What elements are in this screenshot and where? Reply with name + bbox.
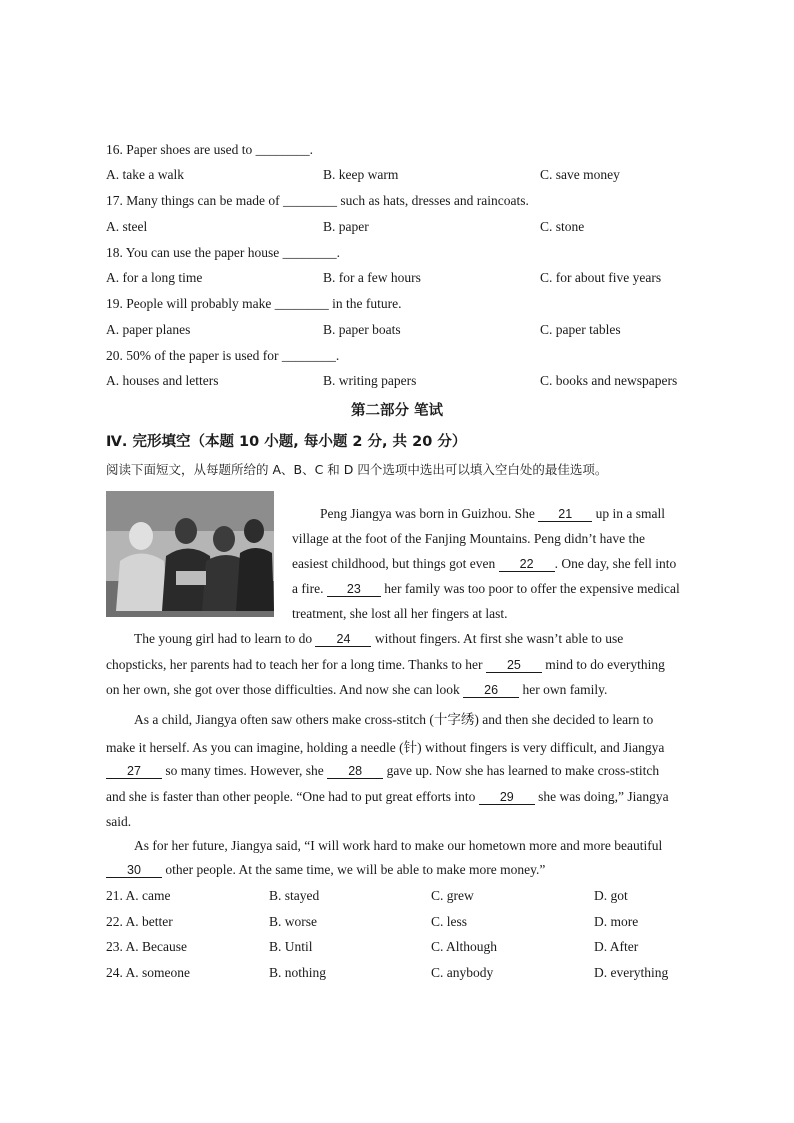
p1-line-2: village at the foot of the Fanjing Mountains. Peng didn’t have the: [292, 531, 645, 546]
blank-22[interactable]: 22: [499, 557, 555, 572]
p1-line-4: [292, 581, 680, 597]
p3-line-4-text-a: and she is faster than other people. “One had to put great efforts into: [106, 789, 479, 804]
q20-option-b: B. writing papers: [323, 373, 417, 388]
p2-line-3-text-a: on her own, she got over those difficulties. And now she can look: [106, 682, 464, 697]
p2-line-1-text-a: The young girl had to learn to do: [134, 631, 316, 646]
q16-option-b: B. keep warm: [323, 167, 399, 182]
blank-27[interactable]: 27: [106, 764, 162, 779]
q22-option-d: D. more: [594, 914, 639, 929]
q21-option-b: B. stayed: [269, 888, 320, 903]
p3-line-1: As a child, Jiangya often saw others make cross-stitch (十字绣) and then she decided to learn to: [134, 712, 654, 727]
question-18-stem: 18. You can use the paper house ________.: [106, 245, 340, 260]
q24-option-a: 24. A. someone: [106, 965, 190, 980]
q22-option-a: 22. A. better: [106, 914, 173, 929]
p3-line-3: [106, 763, 659, 779]
blank-25[interactable]: 25: [486, 658, 542, 673]
q24-option-b: B. nothing: [269, 965, 327, 980]
q23-option-a: 23. A. Because: [106, 939, 187, 954]
p2-line-2: [106, 657, 665, 673]
q17-option-b: B. paper: [323, 219, 369, 234]
p1-line-3: [292, 556, 676, 572]
p2-line-2-text-b: mind to do everything: [541, 657, 665, 672]
p3-line-2: make it herself. As you can imagine, holding a needle (针) without fingers is very difficult, and Jiangya: [106, 740, 665, 755]
p1-line-1-text-b: up in a small: [592, 506, 665, 521]
instruction: 阅读下面短文，从每题所给的 A、B、C 和 D 四个选项中选出可以填入空白处的最佳选项。: [106, 462, 608, 477]
q23-option-d: D. After: [594, 939, 639, 954]
q16-option-a: A. take a walk: [106, 167, 184, 182]
q19-option-c: C. paper tables: [540, 322, 621, 337]
q24-option-c: C. anybody: [431, 965, 494, 980]
p3-line-4: [106, 789, 669, 805]
q22-option-c: C. less: [431, 914, 468, 929]
q17-option-c: C. stone: [540, 219, 585, 234]
question-16-stem: 16. Paper shoes are used to ________.: [106, 142, 313, 157]
p3-line-3-text-a: so many times. However, she: [162, 763, 328, 778]
p3-line-4-text-b: she was doing,” Jiangya: [534, 789, 669, 804]
q21-option-d: D. got: [594, 888, 628, 903]
q24-option-d: D. everything: [594, 965, 669, 980]
p2-line-1-text-b: without fingers. At first she wasn’t able to use: [371, 631, 624, 646]
q21-option-a: 21. A. came: [106, 888, 171, 903]
photo-illustration: [106, 491, 274, 617]
p4-line-2: [106, 862, 545, 878]
blank-26[interactable]: 26: [463, 683, 519, 698]
q23-option-b: B. Until: [269, 939, 313, 954]
blank-29[interactable]: 29: [479, 790, 535, 805]
p1-line-3-text-a: easiest childhood, but things got even: [292, 556, 499, 571]
section-title: Ⅳ. 完形填空（本题 10 小题, 每小题 2 分, 共 20 分）: [106, 434, 467, 450]
p1-line-5: treatment, she lost all her fingers at last.: [292, 606, 508, 621]
q19-option-b: B. paper boats: [323, 322, 401, 337]
p1-line-4-text-a: a fire.: [292, 581, 327, 596]
p1-line-1: [320, 506, 665, 522]
blank-23[interactable]: 23: [327, 582, 381, 597]
p2-line-2-text-a: chopsticks, her parents had to teach her for a long time. Thanks to her: [106, 657, 486, 672]
q17-option-a: A. steel: [106, 219, 148, 234]
q22-option-b: B. worse: [269, 914, 317, 929]
p2-line-3-text-b: her own family.: [519, 682, 608, 697]
p4-line-1: As for her future, Jiangya said, “I will work hard to make our hometown more and more beautiful: [134, 838, 663, 853]
blank-28[interactable]: 28: [327, 764, 383, 779]
q21-option-c: C. grew: [431, 888, 474, 903]
p2-line-1: [134, 631, 623, 647]
p1-line-4-text-b: her family was too poor to offer the expensive medical: [380, 581, 680, 596]
q23-option-c: C. Although: [431, 939, 498, 954]
question-19-stem: 19. People will probably make ________ in the future.: [106, 296, 402, 311]
part-title: 第二部分 笔试: [350, 403, 444, 419]
p4-line-2-text: other people. At the same time, we will be able to make more money.”: [162, 862, 546, 877]
blank-30[interactable]: 30: [106, 863, 162, 878]
p3-line-5: said.: [106, 814, 132, 829]
question-20-stem: 20. 50% of the paper is used for ________.: [106, 348, 340, 363]
q20-option-c: C. books and newspapers: [540, 373, 678, 388]
q18-option-c: C. for about five years: [540, 270, 662, 285]
passage-photo: [106, 491, 274, 617]
p1-line-1-text-a: Peng Jiangya was born in Guizhou. She: [320, 506, 539, 521]
question-17-stem: 17. Many things can be made of ________ such as hats, dresses and raincoats.: [106, 193, 529, 208]
q16-option-c: C. save money: [540, 167, 620, 182]
q18-option-a: A. for a long time: [106, 270, 203, 285]
q18-option-b: B. for a few hours: [323, 270, 421, 285]
q20-option-a: A. houses and letters: [106, 373, 219, 388]
p1-line-3-text-b: . One day, she fell into: [554, 556, 677, 571]
q19-option-a: A. paper planes: [106, 322, 191, 337]
p3-line-3-text-b: gave up. Now she has learned to make cross-stitch: [383, 763, 660, 778]
blank-24[interactable]: 24: [315, 632, 371, 647]
p2-line-3: [106, 682, 607, 698]
blank-21[interactable]: 21: [538, 507, 592, 522]
